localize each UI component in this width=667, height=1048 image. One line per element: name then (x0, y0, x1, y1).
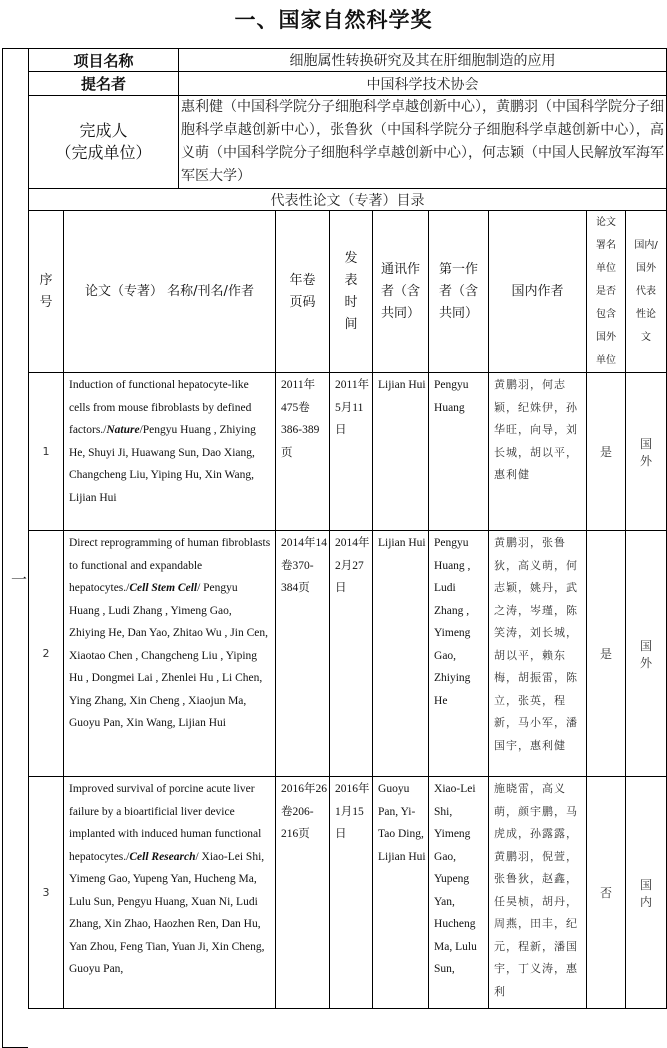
paper-date: 2016年1月15日 (330, 777, 373, 1009)
header-date: 发表时间 (330, 211, 373, 373)
header-no: 序号 (29, 211, 64, 373)
paper-row (29, 531, 667, 777)
completers-row (29, 96, 667, 189)
paper-volume: 2016年26卷206-216页 (276, 777, 330, 1009)
nominator-row (29, 72, 667, 96)
paper-first-author: Pengyu Huang , Ludi Zhang , Yimeng Gao, Zhiying He (429, 531, 489, 777)
paper-no: 3 (29, 777, 64, 1009)
paper-journal: Nature (106, 424, 140, 436)
paper-corresponding: Lijian Hui (373, 373, 429, 531)
nominator-label: 提名者 (29, 72, 179, 96)
paper-authors: /Pengyu Huang , Zhiying He, Shuyi Ji, Huawang Sun, Dao Xiang, Changcheng Liu, Yiping Hu, Xin Wang, Lijian Hui (69, 424, 256, 504)
header-domestic-foreign: 国内/国外代表性论文 (626, 211, 667, 373)
paper-row (29, 373, 667, 531)
page-title: 一、国家自然科学奖 (234, 8, 433, 32)
header-foreign-unit: 论文署名单位是否包含国外单位 (587, 211, 626, 373)
paper-authors: / Pengyu Huang , Ludi Zhang , Yimeng Gao, Zhiying He, Dan Yao, Zhitao Wu , Jin Cen, Xiaotao Chen , Changcheng Liu , Yiping Hu , Dongmei Lai , Zhenlei Hu , Li Chen, Ying Zhang, Xin Cheng , Xiaojun Ma, Guoyu Pan, Xin Wang, Lijian Hui (69, 582, 268, 729)
papers-section-title: 代表性论文（专著）目录 (29, 189, 667, 211)
paper-title (64, 777, 276, 1009)
paper-corresponding: Lijian Hui (373, 531, 429, 777)
paper-volume: 2011年475卷386-389页 (276, 373, 330, 531)
paper-row (29, 777, 667, 1009)
paper-title (64, 373, 276, 531)
paper-title-text: Induction of functional hepatocyte-like cells from mouse fibroblasts by defined factors./ (69, 379, 252, 436)
paper-date: 2011年5月11日 (330, 373, 373, 531)
paper-journal: Cell Stem Cell (129, 582, 198, 594)
paper-foreign-unit: 是 (587, 373, 626, 531)
award-table (28, 48, 667, 1009)
paper-title-text: Direct reprogramming of human fibroblasts to functional and expandable hepatocytes./ (69, 537, 271, 594)
project-name-value: 细胞属性转换研究及其在肝细胞制造的应用 (179, 49, 667, 72)
papers-section-row (29, 189, 667, 211)
completers-label-2: （完成单位） (55, 143, 152, 162)
paper-no: 2 (29, 531, 64, 777)
paper-domestic-authors: 黄鹏羽，何志颖，纪姝伊，孙华旺，向导，刘长城，胡以平，惠利健 (489, 373, 587, 531)
section-column (2, 48, 28, 1048)
header-domestic-authors: 国内作者 (489, 211, 587, 373)
header-first-author: 第一作者（含共同） (429, 211, 489, 373)
paper-domestic-foreign: 国内 (626, 777, 667, 1009)
paper-domestic-authors: 黄鹏羽，张鲁狄，高义萌，何志颖，姚丹，武之涛，岑瑾，陈笑涛，刘长城，胡以平，赖东梅，胡振雷，陈立，张英，程新，马小军，潘国宇，惠利健 (489, 531, 587, 777)
paper-domestic-authors: 施晓雷，高义萌，颜宇鹏，马虎成，孙露露，黄鹏羽，倪萱，张鲁狄，赵鑫，任昊桢，胡丹，周燕，田丰，纪元，程新，潘国宇，丁义涛，惠利 (489, 777, 587, 1009)
completers-label-1: 完成人 (79, 121, 128, 140)
header-corresponding: 通讯作者（含共同） (373, 211, 429, 373)
header-title: 论文（专著） 名称/刊名/作者 (64, 211, 276, 373)
paper-first-author: Xiao-Lei Shi, Yimeng Gao, Yupeng Yan, Hucheng Ma, Lulu Sun, (429, 777, 489, 1009)
paper-title-text: Improved survival of porcine acute liver failure by a bioartificial liver device implanted with induced human functional hepatocytes./ (69, 783, 262, 863)
nominator-value: 中国科学技术协会 (179, 72, 667, 96)
paper-foreign-unit: 是 (587, 531, 626, 777)
paper-no: 1 (29, 373, 64, 531)
project-name-label: 项目名称 (29, 49, 179, 72)
paper-domestic-foreign: 国外 (626, 373, 667, 531)
paper-first-author: Pengyu Huang (429, 373, 489, 531)
paper-foreign-unit: 否 (587, 777, 626, 1009)
completers-label (29, 96, 179, 189)
section-label: 一 (11, 570, 28, 589)
header-volume: 年卷页码 (276, 211, 330, 373)
paper-volume: 2014年14卷370-384页 (276, 531, 330, 777)
paper-journal: Cell Research (129, 850, 196, 863)
paper-authors: / Xiao-Lei Shi, Yimeng Gao, Yupeng Yan, Hucheng Ma, Lulu Sun, Pengyu Huang, Xuan Ni, Ludi Zhang, Xin Zhao, Haozhen Ren, Dan Hu, Yan Zhou, Feng Tian, Yuan Ji, Xin Cheng, Guoyu Pan, (69, 850, 265, 975)
header-row (29, 211, 667, 373)
paper-corresponding: Guoyu Pan, Yi-Tao Ding, Lijian Hui (373, 777, 429, 1009)
paper-title (64, 531, 276, 777)
paper-domestic-foreign: 国外 (626, 531, 667, 777)
paper-date: 2014年2月27日 (330, 531, 373, 777)
completers-value: 惠利健（中国科学院分子细胞科学卓越创新中心），黄鹏羽（中国科学院分子细胞科学卓越创新中心），张鲁狄（中国科学院分子细胞科学卓越创新中心），高义萌（中国科学院分子细胞科学卓越创新中心），何志颖（中国人民解放军海军军医大学） (179, 96, 667, 189)
project-name-row (29, 49, 667, 72)
